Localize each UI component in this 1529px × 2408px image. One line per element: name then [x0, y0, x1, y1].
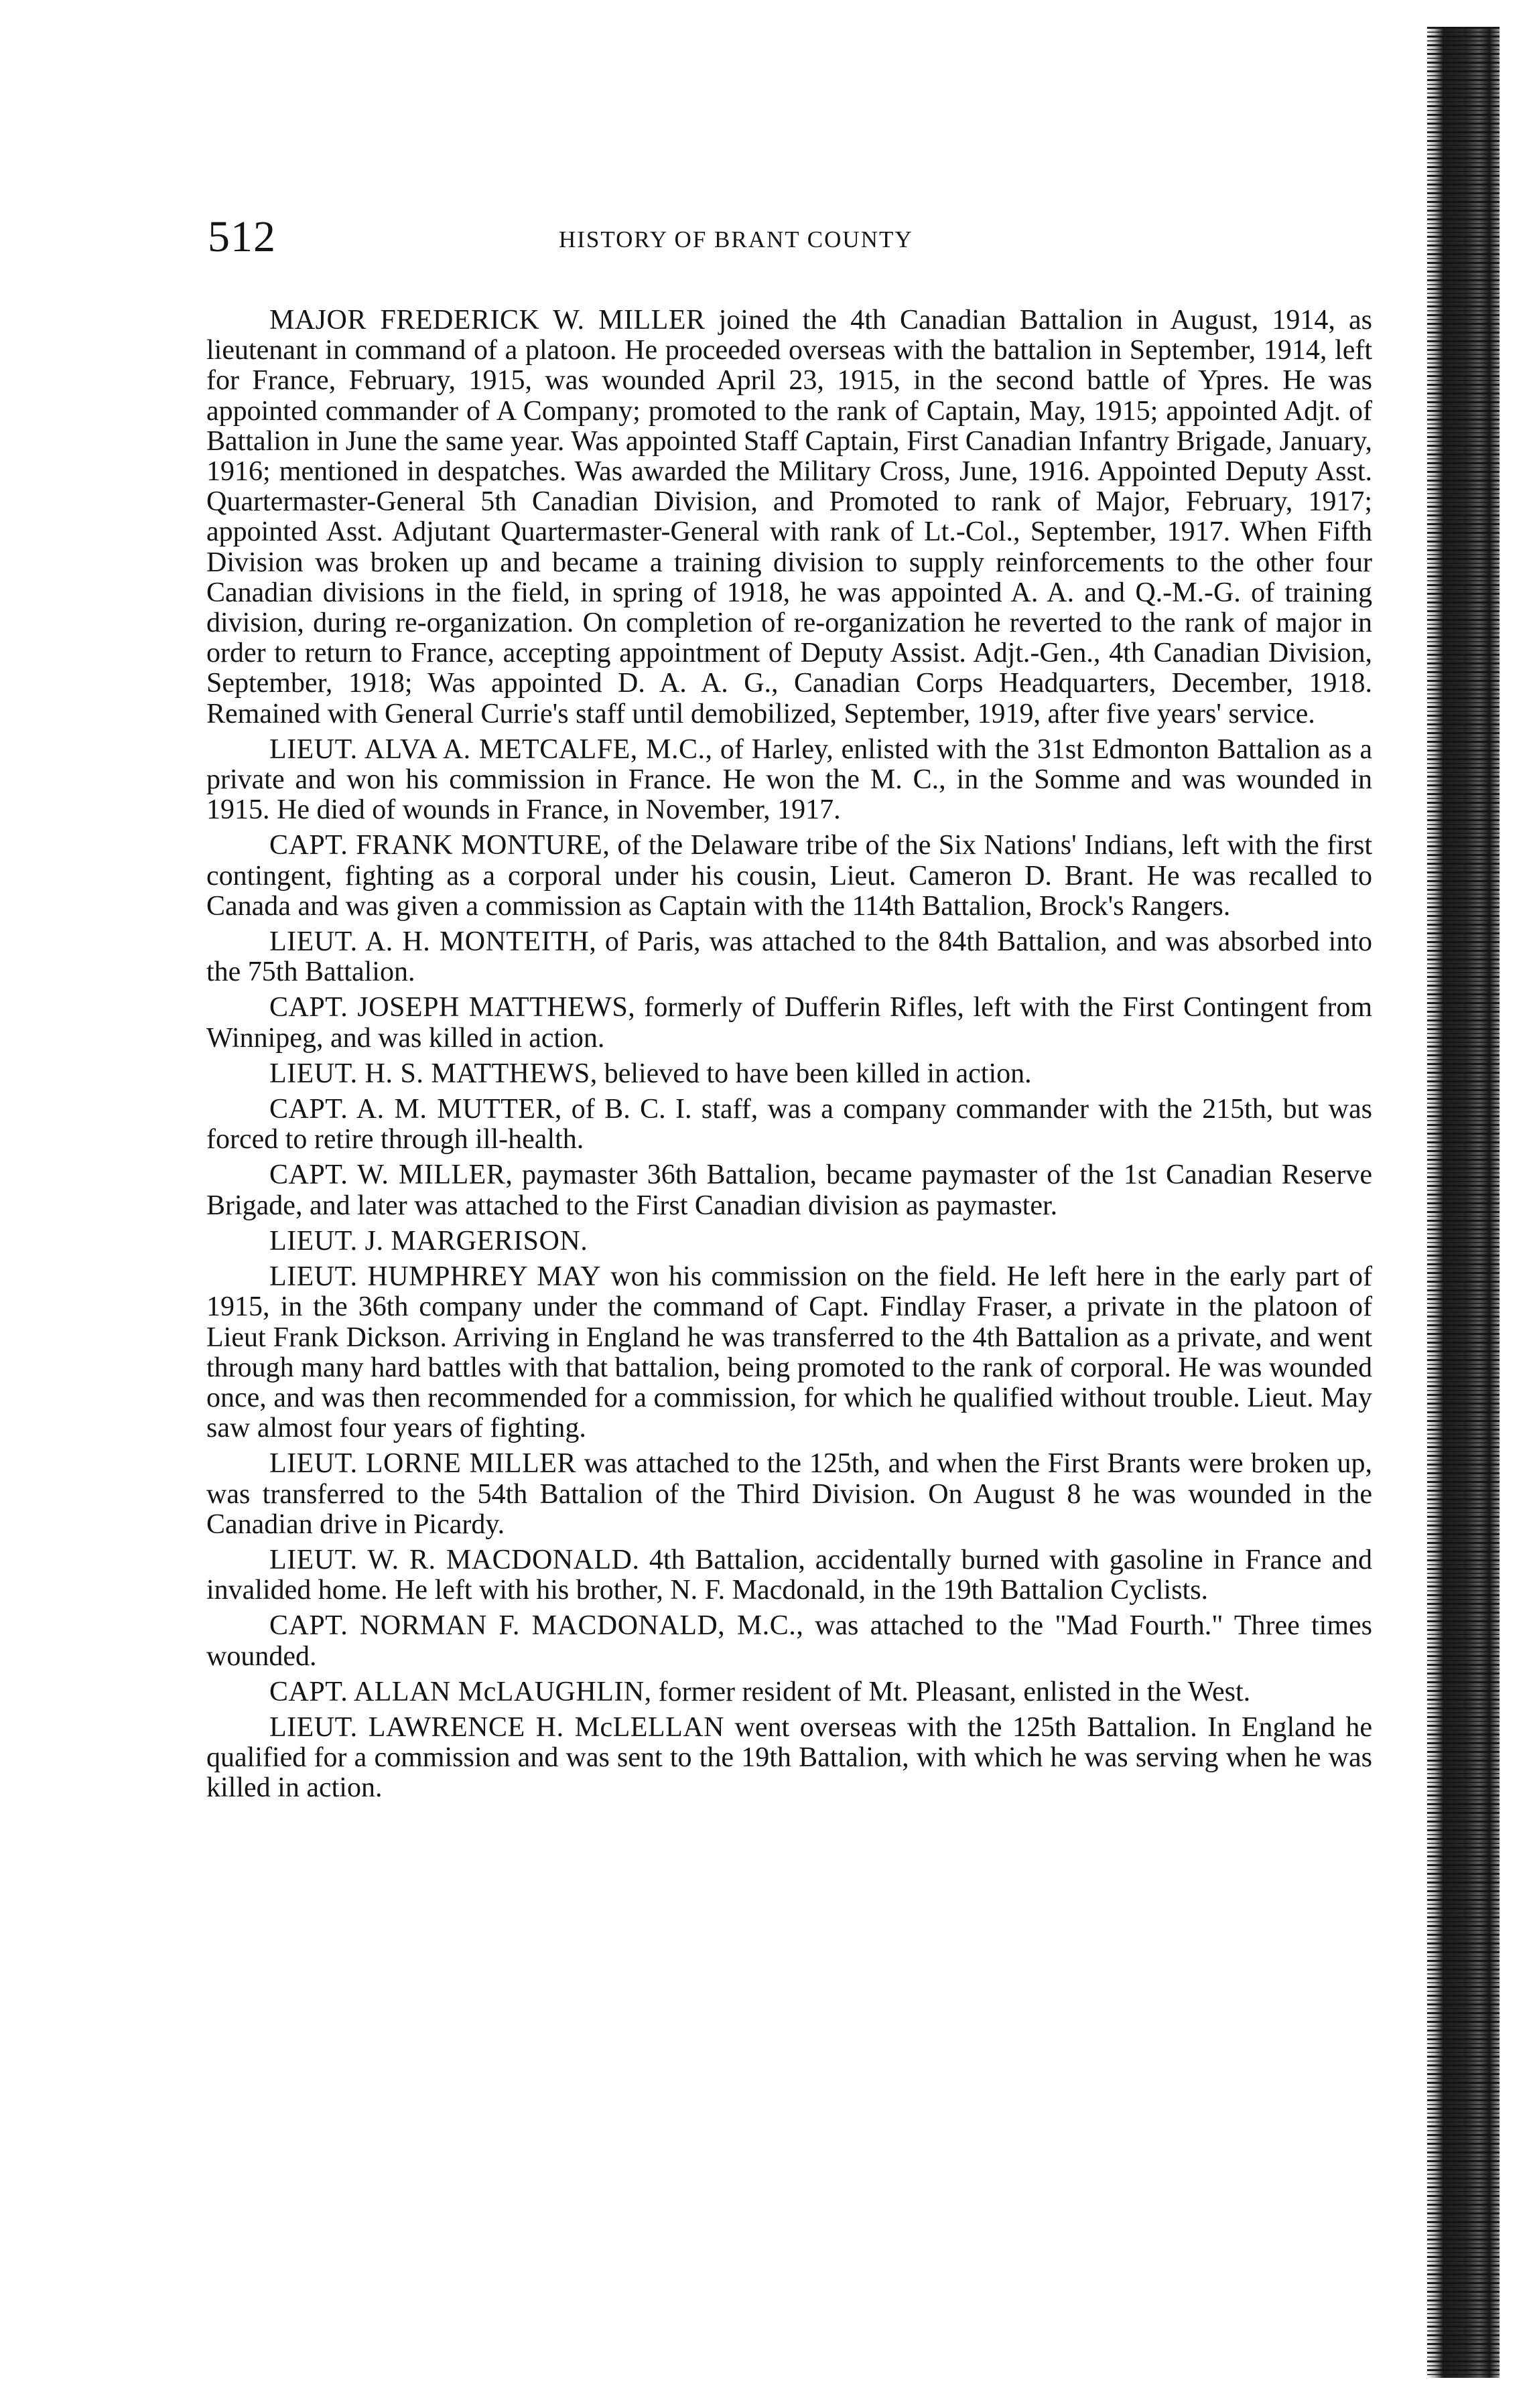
entry-name: LIEUT. A. H. MONTEITH [269, 926, 590, 958]
entry-name: LIEUT. H. S. MATTHEWS [269, 1058, 590, 1089]
entry-norman-macdonald [206, 1611, 1372, 1671]
entry-text: , formerly of Dufferin Rifles, left with the First Contingent from Winnipeg, and was killed in action. [206, 992, 1372, 1054]
entry-frank-monture [206, 831, 1372, 922]
entry-text: , was attached to the "Mad Fourth." Three times wounded. [206, 1610, 1373, 1672]
entry-text: , paymaster 36th Battalion, became paymaster of the 1st Canadian Reserve Brigade, and later was attached to the First Canadian division as paymaster. [206, 1159, 1372, 1221]
entry-text: , former resident of Mt. Pleasant, enlisted in the West. [644, 1676, 1251, 1707]
entry-wr-macdonald [206, 1545, 1372, 1606]
entry-name: CAPT. NORMAN F. MACDONALD, M.C. [269, 1610, 797, 1642]
running-head: HISTORY OF BRANT COUNTY [559, 226, 913, 253]
entry-name: LIEUT. LORNE MILLER [269, 1448, 576, 1480]
entry-frederick-miller [206, 305, 1372, 729]
entry-name: CAPT. ALLAN McLAUGHLIN [269, 1676, 645, 1707]
entry-name: LIEUT. W. R. MACDONALD [269, 1544, 633, 1575]
entry-name: LIEUT. J. MARGERISON. [269, 1225, 588, 1257]
entry-humphrey-may [206, 1262, 1372, 1443]
entry-text: went overseas with the 125th Battalion. In England he qualified for a commission and was sent to the 19th Battalion, with which he was serving when he was killed in action. [206, 1711, 1372, 1804]
entry-name: CAPT. FRANK MONTURE [269, 830, 603, 861]
entry-lawrence-mclellan [206, 1713, 1372, 1804]
scan-edge-shadow [1427, 27, 1500, 2378]
entry-lorne-miller [206, 1449, 1372, 1540]
entry-text: won his commission on the field. He left here in the early part of 1915, in the 36th company under the command of Capt. Findlay Fraser, a private in the platoon of Lieut Frank Dickson. Arriving in England he was transferred to the 4th Battalion as a private, and went through many hard battles with that battalion, being promoted to the rank of corporal. He was wounded once, and was then recommended for a commission, for which he qualified without trouble. Lieut. May saw almost four years of fighting. [206, 1261, 1372, 1444]
entry-text: , of Harley, enlisted with the 31st Edmonton Battalion as a private and won his commission in France. He won the M. C., in the Somme and was wounded in 1915. He died of wounds in France, in November, 1917. [206, 733, 1373, 826]
entry-text: , believed to have been killed in action. [590, 1058, 1032, 1089]
entry-name: CAPT. W. MILLER [269, 1159, 506, 1191]
entry-text: was attached to the 125th, and when the First Brants were broken up, was transferred to the 54th Battalion of the Third Division. On August 8 he was wounded in the Canadian drive in Picardy. [206, 1448, 1372, 1540]
entry-allan-mclaughlin [206, 1677, 1372, 1707]
entry-alva-metcalfe [206, 735, 1372, 826]
entry-name: MAJOR FREDERICK W. MILLER [269, 305, 706, 336]
entry-text: , of Paris, was attached to the 84th Battalion, and was absorbed into the 75th Battalion. [206, 926, 1372, 988]
entry-hs-matthews [206, 1059, 1372, 1089]
entry-joseph-matthews [206, 993, 1372, 1053]
entry-name: LIEUT. ALVA A. METCALFE, M.C. [269, 733, 706, 765]
entry-text: , of B. C. I. staff, was a company commander with the 215th, but was forced to retire through ill-health. [206, 1094, 1372, 1155]
entry-text: , of the Delaware tribe of the Six Nations' Indians, left with the first contingent, fighting as a corporal under his cousin, Lieut. Cameron D. Brant. He was recalled to Canada and was given a commission as Captain with the 114th Battalion, Brock's Rangers. [206, 830, 1372, 922]
entry-name: LIEUT. LAWRENCE H. McLELLAN [269, 1711, 724, 1743]
entry-am-mutter [206, 1094, 1372, 1155]
body-text [206, 305, 1372, 1809]
entry-w-miller [206, 1160, 1372, 1220]
entry-name: CAPT. A. M. MUTTER [269, 1094, 555, 1125]
entry-name: LIEUT. HUMPHREY MAY [269, 1261, 602, 1293]
entry-text: . 4th Battalion, accidentally burned with gasoline in France and invalided home. He left with his brother, N. F. Macdonald, in the 19th Battalion Cyclists. [206, 1544, 1372, 1606]
entry-name: CAPT. JOSEPH MATTHEWS [269, 992, 628, 1023]
entry-text: joined the 4th Canadian Battalion in August, 1914, as lieutenant in command of a platoon. He proceeded overseas with the battalion in September, 1914, left for France, February, 1915, was wounded April 23, 1915, in the second battle of Ypres. He was appointed commander of A Company; promoted to the rank of Captain, May, 1915; appointed Adjt. of Battalion in June the same year. Was appointed Staff Captain, First Canadian Infantry Brigade, January, 1916; mentioned in despatches. Was awarded the Military Cross, June, 1916. Appointed Deputy Asst. Quartermaster-General 5th Canadian Division, and Promoted to rank of Major, February, 1917; appointed Asst. Adjutant Quartermaster-General with rank of Lt.-Col., September, 1917. When Fifth Division was broken up and became a training division to supply reinforcements to the other four Canadian divisions in the field, in spring of 1918, he was appointed A. A. and Q.-M.-G. of training division, during re-organization. On completion of re-organization he reverted to the rank of major in order to return to France, accepting appointment of Deputy Assist. Adjt.-Gen., 4th Canadian Division, September, 1918; Was appointed D. A. A. G., Canadian Corps Headquarters, December, 1918. Remained with General Currie's staff until demobilized, September, 1919, after five years' service. [206, 305, 1372, 729]
entry-j-margerison [206, 1226, 1372, 1257]
page-number: 512 [208, 212, 276, 261]
entry-ah-monteith [206, 927, 1372, 987]
